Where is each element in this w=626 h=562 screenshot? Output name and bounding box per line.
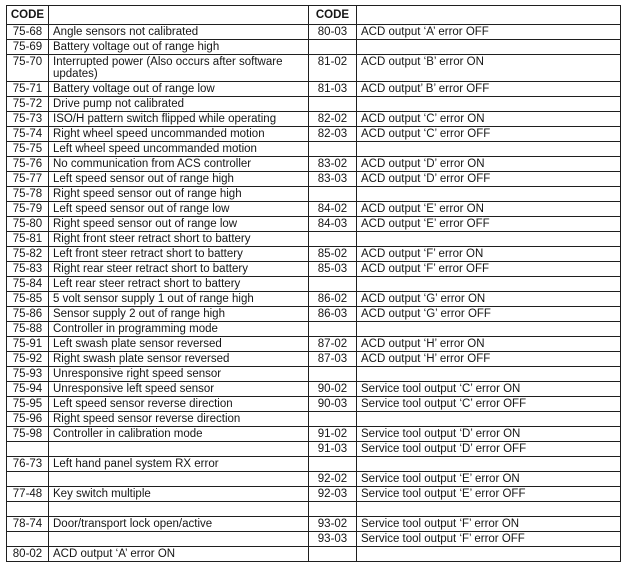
description-cell: Right front steer retract short to battery <box>49 232 309 247</box>
description-cell: ACD output ‘G’ error ON <box>357 292 621 307</box>
code-cell: 75-86 <box>7 307 49 322</box>
code-cell: 75-74 <box>7 127 49 142</box>
description-cell: Left rear steer retract short to battery <box>49 277 309 292</box>
code-cell: 75-69 <box>7 40 49 55</box>
code-cell: 75-80 <box>7 217 49 232</box>
description-cell <box>49 472 309 487</box>
description-cell: ACD output ‘E’ error OFF <box>357 217 621 232</box>
code-cell <box>309 232 357 247</box>
description-header-right <box>357 6 621 25</box>
code-cell: 91-02 <box>309 427 357 442</box>
description-cell <box>357 547 621 562</box>
table-body <box>7 25 621 562</box>
description-cell: ACD output ‘C’ error OFF <box>357 127 621 142</box>
code-cell: 87-02 <box>309 337 357 352</box>
code-cell: 75-76 <box>7 157 49 172</box>
table-row <box>7 142 621 157</box>
description-cell <box>49 442 309 457</box>
code-cell: 93-03 <box>309 532 357 547</box>
description-cell: ACD output ‘H’ error ON <box>357 337 621 352</box>
table-row <box>7 487 621 502</box>
description-cell: Service tool output ‘E’ error ON <box>357 472 621 487</box>
description-cell: Key switch multiple <box>49 487 309 502</box>
fault-code-table <box>6 5 621 562</box>
code-cell <box>309 97 357 112</box>
table-row <box>7 502 621 517</box>
code-header-right: CODE <box>309 6 357 25</box>
description-cell: ACD output ‘B’ error ON <box>357 55 621 82</box>
code-cell: 80-02 <box>7 547 49 562</box>
description-cell: ACD output ‘F’ error ON <box>357 247 621 262</box>
table-row <box>7 247 621 262</box>
code-cell: 75-91 <box>7 337 49 352</box>
code-cell: 75-88 <box>7 322 49 337</box>
table-row <box>7 352 621 367</box>
code-cell: 75-84 <box>7 277 49 292</box>
header-row <box>7 6 621 25</box>
description-cell: Drive pump not calibrated <box>49 97 309 112</box>
table-row <box>7 457 621 472</box>
description-cell: Unresponsive left speed sensor <box>49 382 309 397</box>
code-cell: 75-75 <box>7 142 49 157</box>
table-row <box>7 112 621 127</box>
code-cell: 85-03 <box>309 262 357 277</box>
code-cell: 75-83 <box>7 262 49 277</box>
code-cell <box>7 502 49 517</box>
code-cell: 75-96 <box>7 412 49 427</box>
description-cell: Left hand panel system RX error <box>49 457 309 472</box>
table-row <box>7 157 621 172</box>
description-cell <box>357 322 621 337</box>
table-row <box>7 412 621 427</box>
table-row <box>7 322 621 337</box>
description-cell: ACD output ‘A’ error ON <box>49 547 309 562</box>
code-cell <box>7 472 49 487</box>
table-header <box>7 6 621 25</box>
table-row <box>7 25 621 40</box>
description-cell: Door/transport lock open/active <box>49 517 309 532</box>
table-row <box>7 382 621 397</box>
description-cell <box>357 277 621 292</box>
description-cell: Controller in programming mode <box>49 322 309 337</box>
table-row <box>7 202 621 217</box>
table-row <box>7 442 621 457</box>
description-cell <box>357 40 621 55</box>
code-cell <box>309 502 357 517</box>
description-cell: Right speed sensor out of range high <box>49 187 309 202</box>
description-cell: ACD output ‘E’ error ON <box>357 202 621 217</box>
code-cell: 76-73 <box>7 457 49 472</box>
description-cell <box>357 367 621 382</box>
code-cell: 81-02 <box>309 55 357 82</box>
code-cell: 75-78 <box>7 187 49 202</box>
code-cell <box>7 532 49 547</box>
table-row <box>7 172 621 187</box>
description-cell <box>49 532 309 547</box>
code-cell: 91-03 <box>309 442 357 457</box>
table-row <box>7 40 621 55</box>
code-cell: 92-02 <box>309 472 357 487</box>
description-cell: 5 volt sensor supply 1 out of range high <box>49 292 309 307</box>
code-cell: 86-03 <box>309 307 357 322</box>
table-row <box>7 187 621 202</box>
code-cell: 81-03 <box>309 82 357 97</box>
table-row <box>7 262 621 277</box>
description-cell: Left swash plate sensor reversed <box>49 337 309 352</box>
table-row <box>7 517 621 532</box>
code-cell <box>309 40 357 55</box>
description-cell: ACD output’ B’ error OFF <box>357 82 621 97</box>
code-cell <box>309 367 357 382</box>
code-cell: 92-03 <box>309 487 357 502</box>
description-cell: ACD output ‘D’ error OFF <box>357 172 621 187</box>
code-cell <box>309 187 357 202</box>
code-cell: 75-85 <box>7 292 49 307</box>
code-cell: 75-93 <box>7 367 49 382</box>
description-cell <box>357 412 621 427</box>
description-cell: Angle sensors not calibrated <box>49 25 309 40</box>
description-cell: Left wheel speed uncommanded motion <box>49 142 309 157</box>
code-cell: 75-70 <box>7 55 49 82</box>
code-cell: 93-02 <box>309 517 357 532</box>
table-row <box>7 532 621 547</box>
code-cell <box>309 547 357 562</box>
table-row <box>7 232 621 247</box>
code-cell: 83-02 <box>309 157 357 172</box>
code-cell: 80-03 <box>309 25 357 40</box>
code-cell: 75-81 <box>7 232 49 247</box>
description-cell: ACD output ‘D’ error ON <box>357 157 621 172</box>
description-cell: ACD output ‘C’ error ON <box>357 112 621 127</box>
code-cell: 75-98 <box>7 427 49 442</box>
code-cell: 90-02 <box>309 382 357 397</box>
code-cell: 87-03 <box>309 352 357 367</box>
code-cell: 75-77 <box>7 172 49 187</box>
table-row <box>7 472 621 487</box>
code-cell <box>309 277 357 292</box>
table-row <box>7 97 621 112</box>
description-header-left <box>49 6 309 25</box>
description-cell: Left speed sensor out of range low <box>49 202 309 217</box>
description-cell <box>357 502 621 517</box>
table-row <box>7 397 621 412</box>
code-cell: 75-82 <box>7 247 49 262</box>
description-cell <box>357 232 621 247</box>
code-cell: 85-02 <box>309 247 357 262</box>
table-row <box>7 277 621 292</box>
table-row <box>7 217 621 232</box>
description-cell: Service tool output ‘F’ error OFF <box>357 532 621 547</box>
code-cell: 82-02 <box>309 112 357 127</box>
code-cell <box>309 412 357 427</box>
description-cell <box>49 502 309 517</box>
description-cell: Battery voltage out of range high <box>49 40 309 55</box>
code-cell: 75-68 <box>7 25 49 40</box>
description-cell: Service tool output ‘D’ error ON <box>357 427 621 442</box>
table-row <box>7 307 621 322</box>
table-row <box>7 337 621 352</box>
description-cell: Left front steer retract short to battery <box>49 247 309 262</box>
code-cell: 75-79 <box>7 202 49 217</box>
table-row <box>7 367 621 382</box>
code-cell: 75-71 <box>7 82 49 97</box>
description-cell: Right wheel speed uncommanded motion <box>49 127 309 142</box>
code-cell: 77-48 <box>7 487 49 502</box>
code-cell: 84-03 <box>309 217 357 232</box>
code-cell <box>7 442 49 457</box>
code-cell: 83-03 <box>309 172 357 187</box>
description-cell: ACD output ‘A’ error OFF <box>357 25 621 40</box>
description-cell: Service tool output ‘F’ error ON <box>357 517 621 532</box>
code-cell: 84-02 <box>309 202 357 217</box>
description-cell: ACD output ‘G’ error OFF <box>357 307 621 322</box>
code-cell: 82-03 <box>309 127 357 142</box>
table-row <box>7 127 621 142</box>
description-cell <box>357 457 621 472</box>
code-cell: 78-74 <box>7 517 49 532</box>
description-cell: Right speed sensor out of range low <box>49 217 309 232</box>
code-header-left: CODE <box>7 6 49 25</box>
code-cell <box>309 142 357 157</box>
table-row <box>7 55 621 82</box>
description-cell: Service tool output ‘D’ error OFF <box>357 442 621 457</box>
code-cell: 75-72 <box>7 97 49 112</box>
description-cell: Left speed sensor reverse direction <box>49 397 309 412</box>
code-cell: 75-73 <box>7 112 49 127</box>
description-cell: ACD output ‘F’ error OFF <box>357 262 621 277</box>
description-cell: Right rear steer retract short to battery <box>49 262 309 277</box>
table-row <box>7 82 621 97</box>
description-cell: Service tool output ‘C’ error OFF <box>357 397 621 412</box>
code-cell: 75-92 <box>7 352 49 367</box>
code-cell <box>309 457 357 472</box>
description-cell: ACD output ‘H’ error OFF <box>357 352 621 367</box>
description-cell: Battery voltage out of range low <box>49 82 309 97</box>
description-cell: ISO/H pattern switch flipped while operating <box>49 112 309 127</box>
description-cell: Left speed sensor out of range high <box>49 172 309 187</box>
description-cell <box>357 142 621 157</box>
code-cell <box>309 322 357 337</box>
code-cell: 75-95 <box>7 397 49 412</box>
code-cell: 86-02 <box>309 292 357 307</box>
code-cell: 90-03 <box>309 397 357 412</box>
description-cell: Controller in calibration mode <box>49 427 309 442</box>
table-row <box>7 547 621 562</box>
description-cell <box>357 187 621 202</box>
description-cell: No communication from ACS controller <box>49 157 309 172</box>
code-cell: 75-94 <box>7 382 49 397</box>
table-row <box>7 292 621 307</box>
table-row <box>7 427 621 442</box>
description-cell: Right speed sensor reverse direction <box>49 412 309 427</box>
description-cell: Right swash plate sensor reversed <box>49 352 309 367</box>
description-cell: Interrupted power (Also occurs after software updates) <box>49 55 309 82</box>
description-cell: Sensor supply 2 out of range high <box>49 307 309 322</box>
description-cell <box>357 97 621 112</box>
description-cell: Unresponsive right speed sensor <box>49 367 309 382</box>
description-cell: Service tool output ‘C’ error ON <box>357 382 621 397</box>
description-cell: Service tool output ‘E’ error OFF <box>357 487 621 502</box>
